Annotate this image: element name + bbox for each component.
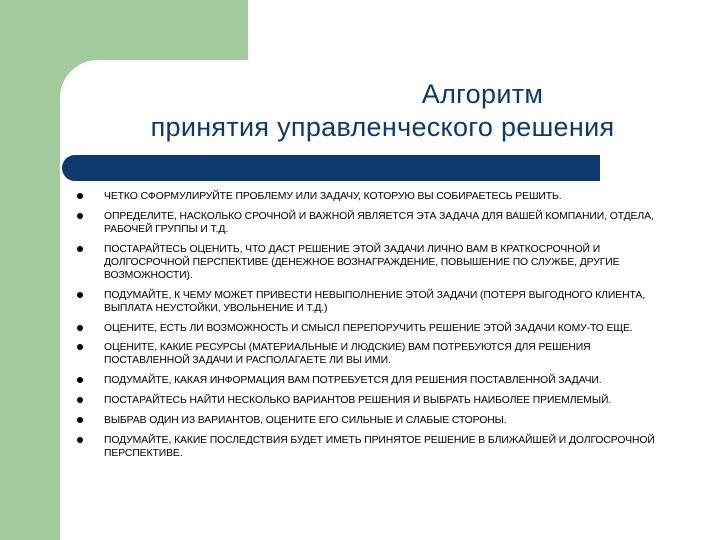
bullet-dot-icon <box>77 213 83 219</box>
bullet-dot-icon <box>77 437 83 443</box>
bullet-item <box>74 414 674 427</box>
slide-title-line1: Алгоритм <box>421 79 544 109</box>
slide-title-line2: принятия управленческого решения <box>150 112 615 142</box>
bullet-text: ВЫБРАВ ОДИН ИЗ ВАРИАНТОВ, ОЦЕНИТЕ ЕГО СИЛЬНЫЕ И СЛАБЫЕ СТОРОНЫ. <box>104 415 507 427</box>
bullet-item <box>74 243 674 282</box>
bullet-dot-icon <box>77 397 83 403</box>
bullet-text: ОПРЕДЕЛИТЕ, НАСКОЛЬКО СРОЧНОЙ И ВАЖНОЙ ЯВЛЯЕТСЯ ЭТА ЗАДАЧА ДЛЯ ВАШЕЙ КОМПАНИИ, ОТДЕЛА, РАБОЧЕЙ ГРУППЫ И Т.Д. <box>104 210 654 235</box>
bullet-dot-icon <box>77 417 83 423</box>
bullet-item <box>74 374 674 387</box>
bullet-text: ПОСТАРАЙТЕСЬ НАЙТИ НЕСКОЛЬКО ВАРИАНТОВ РЕШЕНИЯ И ВЫБРАТЬ НАИБОЛЕЕ ПРИЕМЛЕМЫЙ. <box>104 395 612 407</box>
bullet-item <box>74 394 674 407</box>
bullet-item <box>74 341 674 367</box>
bullet-item <box>74 210 674 236</box>
bullet-item <box>74 322 674 335</box>
bullet-text: ПОСТАРАЙТЕСЬ ОЦЕНИТЬ, ЧТО ДАСТ РЕШЕНИЕ ЭТОЙ ЗАДАЧИ ЛИЧНО ВАМ В КРАТКОСРОЧНОЙ И ДОЛГОСРОЧНОЙ ПЕРСПЕКТИВЕ (ДЕНЕЖНОЕ ВОЗНАГРАЖДЕНИЕ, ПОВЫШЕНИЕ ПО СЛУЖБЕ, ДРУГИЕ ВОЗМОЖНОСТИ). <box>104 243 620 281</box>
slide-title <box>70 78 695 144</box>
bullet-list <box>74 190 674 467</box>
bullet-dot-icon <box>77 292 83 298</box>
bullet-text: ПОДУМАЙТЕ, К ЧЕМУ МОЖЕТ ПРИВЕСТИ НЕВЫПОЛНЕНИЕ ЭТОЙ ЗАДАЧИ (ПОТЕРЯ ВЫГОДНОГО КЛИЕНТА, ВЫПЛАТА НЕУСТОЙКИ, УВОЛЬНЕНИЕ И Т.Д.) <box>104 289 646 314</box>
bullet-text: ПОДУМАЙТЕ, КАКАЯ ИНФОРМАЦИЯ ВАМ ПОТРЕБУЕТСЯ ДЛЯ РЕШЕНИЯ ПОСТАВЛЕННОЙ ЗАДАЧИ. <box>104 375 602 387</box>
bullet-dot-icon <box>77 325 83 331</box>
bullet-item <box>74 190 674 203</box>
bullet-text: ПОДУМАЙТЕ, КАКИЕ ПОСЛЕДСТВИЯ БУДЕТ ИМЕТЬ ПРИНЯТОЕ РЕШЕНИЕ В БЛИЖАЙШЕЙ И ДОЛГОСРОЧНОЙ ПЕРСПЕКТИВЕ. <box>104 435 655 460</box>
bullet-text: ОЦЕНИТЕ, КАКИЕ РЕСУРСЫ (МАТЕРИАЛЬНЫЕ И ЛЮДСКИЕ) ВАМ ПОТРЕБУЮТСЯ ДЛЯ РЕШЕНИЯ ПОСТАВЛЕННОЙ ЗАДАЧИ И РАСПОЛАГАЕТЕ ЛИ ВЫ ИМИ. <box>104 342 591 367</box>
bullet-item <box>74 434 674 460</box>
bullet-dot-icon <box>77 377 83 383</box>
bullet-dot-icon <box>77 193 83 199</box>
bullet-dot-icon <box>77 246 83 252</box>
bullet-text: ЧЕТКО СФОРМУЛИРУЙТЕ ПРОБЛЕМУ ИЛИ ЗАДАЧУ, КОТОРУЮ ВЫ СОБИРАЕТЕСЬ РЕШИТЬ. <box>104 191 562 202</box>
bullet-dot-icon <box>77 344 83 350</box>
bullet-text: ОЦЕНИТЕ, ЕСТЬ ЛИ ВОЗМОЖНОСТЬ И СМЫСЛ ПЕРЕПОРУЧИТЬ РЕШЕНИЕ ЭТОЙ ЗАДАЧИ КОМУ-ТО ЕЩЕ. <box>104 322 633 334</box>
title-divider-bar <box>62 155 600 181</box>
bullet-item <box>74 289 674 315</box>
